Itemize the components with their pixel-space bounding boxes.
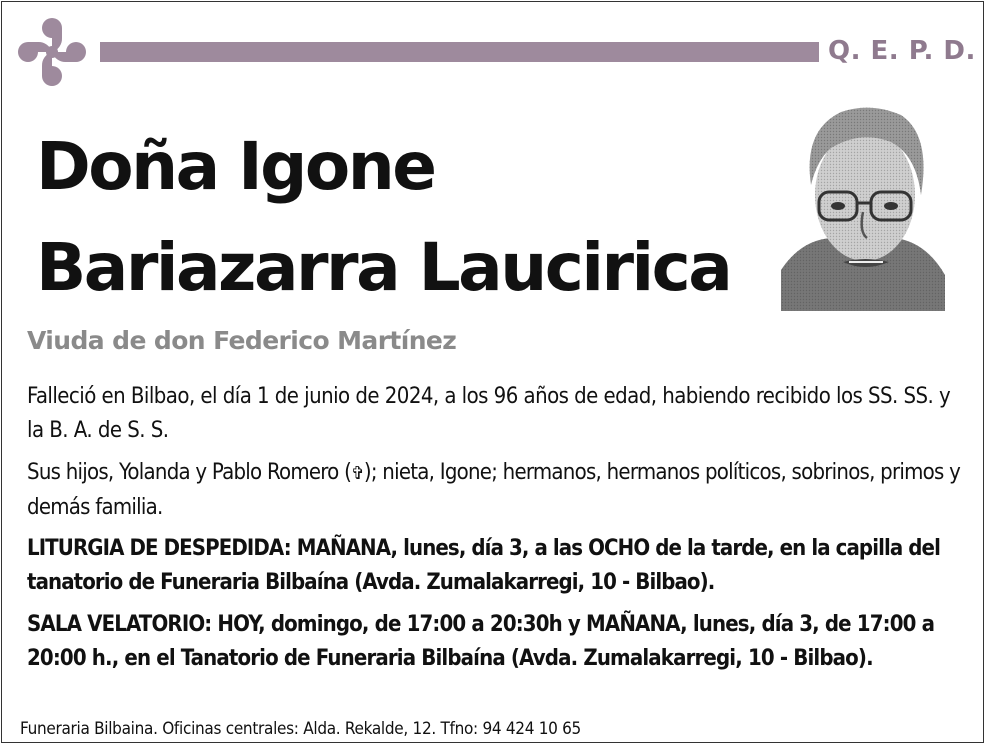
deceased-name-line-2: Bariazarra Laucirica xyxy=(36,229,731,306)
paragraph-death-notice: Falleció en Bilbao, el día 1 de junio de 2024, a los 96 años de edad, habiendo recibido los SS. SS. y la B. A. de S. S. xyxy=(27,384,951,443)
footer-funeral-home: Funeraria Bilbaina. Oficinas centrales: Alda. Rekalde, 12. Tfno: 94 424 10 65 xyxy=(20,719,581,739)
lauburu-icon xyxy=(10,10,94,94)
family-text-before: Sus hijos, Yolanda y Pablo Romero ( xyxy=(27,460,352,485)
paragraph-liturgy: LITURGIA DE DESPEDIDA: MAÑANA, lunes, día 3, a las OCHO de la tarde, en la capilla del tanatorio de Funeraria Bilbaína (Avda. Zumalakarregi, 10 - Bilbao). xyxy=(27,536,940,595)
family-text-after: ); nieta, Igone; hermanos, hermanos políticos, sobrinos, primos y demás familia. xyxy=(27,460,961,520)
qepd-label: Q. E. P. D. xyxy=(828,36,976,66)
obituary-card xyxy=(1,1,984,743)
paragraph-family xyxy=(27,456,962,525)
portrait-photo xyxy=(781,100,945,311)
paragraph-wake: SALA VELATORIO: HOY, domingo, de 17:00 a 20:30h y MAÑANA, lunes, día 3, de 17:00 a 20:00 h., en el Tanatorio de Funeraria Bilbaína (Avda. Zumalakarregi, 10 - Bilbao). xyxy=(27,612,935,671)
deceased-name-line-1: Doña Igone xyxy=(36,128,435,205)
subtitle-widow: Viuda de don Federico Martínez xyxy=(27,326,457,355)
cross-icon: ✞ xyxy=(351,463,364,484)
header-band xyxy=(100,42,819,62)
